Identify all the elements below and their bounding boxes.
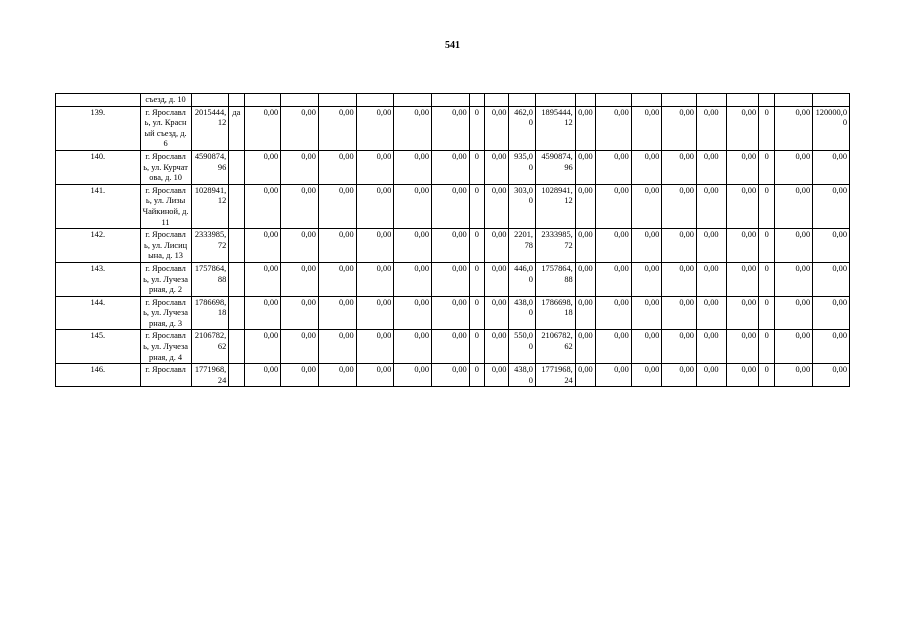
table-row (56, 364, 850, 387)
cell-sum: 1757864,88 (535, 262, 575, 296)
cell-total: 4590874,96 (191, 150, 229, 184)
cell-value: 0,00 (485, 296, 509, 330)
cell-value: 0,00 (485, 150, 509, 184)
cell-value: 0 (469, 364, 484, 387)
cell-value: 0,00 (662, 296, 697, 330)
cell-value: 0,00 (631, 296, 662, 330)
cell-value: 0,00 (281, 330, 319, 364)
cell-num: 145. (56, 330, 141, 364)
cell-value: 0,00 (575, 262, 595, 296)
cell-value: 0,00 (775, 184, 813, 228)
cell-value: 0,00 (244, 184, 281, 228)
cell-value: 0,00 (318, 262, 356, 296)
cell-total: 2333985,72 (191, 229, 229, 263)
cell-value: 0,00 (775, 364, 813, 387)
cell-area: 303,00 (509, 184, 536, 228)
table-row (56, 150, 850, 184)
cell-sum: 1771968,24 (535, 364, 575, 387)
cell-value: 0,00 (281, 262, 319, 296)
cell-value: 0,00 (596, 262, 632, 296)
cell-value: 0,00 (244, 364, 281, 387)
cell-value: 0,00 (631, 364, 662, 387)
cell-area: 935,00 (509, 150, 536, 184)
cell-value: 0,00 (662, 184, 697, 228)
cell-value: 0,00 (244, 296, 281, 330)
cell-address: г. Ярославль, ул. Лисицына, д. 13 (140, 229, 191, 263)
cell-value: 0,00 (775, 296, 813, 330)
cell-value: 0,00 (726, 184, 759, 228)
cell-value: 0,00 (485, 184, 509, 228)
table-row (56, 330, 850, 364)
cell-value: 0,00 (662, 330, 697, 364)
cell-total: 1757864,88 (191, 262, 229, 296)
table-row (56, 296, 850, 330)
cell-value: 0,00 (281, 229, 319, 263)
cell-value: 0,00 (281, 184, 319, 228)
cell-value: 0,00 (775, 150, 813, 184)
cell-value: 0 (759, 150, 775, 184)
cell-value: 0,00 (575, 184, 595, 228)
cell-value: 0,00 (356, 150, 394, 184)
cell-value: 0,00 (775, 330, 813, 364)
cell-value: 0,00 (432, 150, 470, 184)
cell-value: 0,00 (485, 330, 509, 364)
cell-value: 0,00 (726, 296, 759, 330)
cell-num: 141. (56, 184, 141, 228)
cell-value: 0,00 (596, 330, 632, 364)
cell-num: 146. (56, 364, 141, 387)
table-row (56, 262, 850, 296)
table-row (56, 229, 850, 263)
cell-area: 446,00 (509, 262, 536, 296)
cell-value: 0,00 (596, 184, 632, 228)
page-number: 541 (445, 40, 460, 51)
cell-value: 0,00 (631, 150, 662, 184)
cell-value: 0 (759, 106, 775, 150)
cell-value: 0,00 (575, 229, 595, 263)
cell-value: 0,00 (485, 364, 509, 387)
cell-address: г. Ярославль, ул. Лучезарная, д. 4 (140, 330, 191, 364)
cell-total: 1028941,12 (191, 184, 229, 228)
cell-value: 0,00 (394, 364, 432, 387)
cell-value: 0,00 (394, 262, 432, 296)
table-row-partial (56, 94, 850, 107)
cell-total: 2106782,62 (191, 330, 229, 364)
cell-value: 0,00 (775, 106, 813, 150)
cell-value: 0,00 (631, 229, 662, 263)
cell-value: 0,00 (631, 184, 662, 228)
cell-address: г. Ярославль, ул. Красный съезд, д. 6 (140, 106, 191, 150)
cell-sum: 1786698,18 (535, 296, 575, 330)
cell-value: 0,00 (696, 364, 726, 387)
cell-total: 1771968,24 (191, 364, 229, 387)
cell-value: 0,00 (662, 262, 697, 296)
cell-value: 0,00 (575, 106, 595, 150)
cell-value: 0,00 (596, 106, 632, 150)
cell-flag (229, 262, 244, 296)
cell-num: 140. (56, 150, 141, 184)
cell-value: 0,00 (432, 330, 470, 364)
cell-flag (229, 330, 244, 364)
cell-value: 0,00 (575, 296, 595, 330)
cell-flag (229, 296, 244, 330)
cell-value: 0,00 (318, 229, 356, 263)
cell-value: 0,00 (485, 106, 509, 150)
cell-num: 143. (56, 262, 141, 296)
cell-value: 0,00 (318, 106, 356, 150)
cell-last: 120000,00 (813, 106, 850, 150)
cell-flag (229, 150, 244, 184)
cell-value: 0,00 (775, 229, 813, 263)
cell-address: г. Ярославль, ул. Курчатова, д. 10 (140, 150, 191, 184)
cell-value: 0,00 (318, 364, 356, 387)
cell-value: 0,00 (394, 106, 432, 150)
cell-value: 0,00 (726, 330, 759, 364)
cell-value: 0,00 (244, 150, 281, 184)
cell-value: 0,00 (281, 296, 319, 330)
cell-value: 0,00 (696, 150, 726, 184)
cell-value: 0,00 (726, 150, 759, 184)
cell-value: 0,00 (356, 330, 394, 364)
cell-value: 0,00 (631, 330, 662, 364)
cell-last: 0,00 (813, 296, 850, 330)
cell-value: 0,00 (662, 229, 697, 263)
cell-last: 0,00 (813, 262, 850, 296)
cell-last: 0,00 (813, 150, 850, 184)
cell-num: 142. (56, 229, 141, 263)
cell-value: 0,00 (696, 229, 726, 263)
cell-value: 0,00 (394, 184, 432, 228)
cell-value: 0 (469, 106, 484, 150)
cell-address: г. Ярославль, ул. Лизы Чайкиной, д. 11 (140, 184, 191, 228)
cell-area: 438,00 (509, 364, 536, 387)
cell-value: 0,00 (726, 229, 759, 263)
cell-value: 0,00 (356, 106, 394, 150)
cell-address: г. Ярославль, ул. Лучезарная, д. 2 (140, 262, 191, 296)
cell-total: 1786698,18 (191, 296, 229, 330)
cell-sum: 2333985,72 (535, 229, 575, 263)
cell-value: 0,00 (432, 262, 470, 296)
cell-value: 0 (759, 364, 775, 387)
cell-area: 2201,78 (509, 229, 536, 263)
cell-value: 0 (469, 184, 484, 228)
cell-value: 0,00 (432, 364, 470, 387)
cell-value: 0,00 (356, 184, 394, 228)
cell-total: 2015444,12 (191, 106, 229, 150)
cell-value: 0,00 (696, 296, 726, 330)
cell-flag: да (229, 106, 244, 150)
cell-value: 0,00 (485, 262, 509, 296)
cell-value: 0,00 (662, 150, 697, 184)
cell-value: 0,00 (394, 330, 432, 364)
cell-value: 0,00 (726, 106, 759, 150)
cell-value: 0,00 (244, 229, 281, 263)
cell-value: 0,00 (281, 150, 319, 184)
cell-last: 0,00 (813, 184, 850, 228)
cell-address: г. Ярославл (140, 364, 191, 387)
cell-value: 0,00 (696, 262, 726, 296)
cell-value: 0,00 (356, 296, 394, 330)
cell-value: 0 (759, 296, 775, 330)
cell-value: 0 (759, 330, 775, 364)
cell-value: 0,00 (631, 106, 662, 150)
cell-num: 144. (56, 296, 141, 330)
cell-area: 550,00 (509, 330, 536, 364)
cell-area: 438,00 (509, 296, 536, 330)
cell-sum: 1028941,12 (535, 184, 575, 228)
register-table (55, 93, 850, 387)
cell-value: 0,00 (244, 106, 281, 150)
cell-value: 0,00 (596, 364, 632, 387)
cell-value: 0 (469, 150, 484, 184)
cell-value: 0,00 (575, 150, 595, 184)
cell-last: 0,00 (813, 364, 850, 387)
cell-value: 0 (469, 229, 484, 263)
cell-value: 0,00 (394, 296, 432, 330)
cell-num: 139. (56, 106, 141, 150)
cell-value: 0,00 (432, 184, 470, 228)
cell-value: 0,00 (356, 229, 394, 263)
cell-address: съезд, д. 10 (140, 94, 191, 107)
cell-value: 0 (759, 262, 775, 296)
table-row (56, 184, 850, 228)
cell-value: 0,00 (596, 229, 632, 263)
cell-flag (229, 229, 244, 263)
cell-value: 0 (759, 229, 775, 263)
cell-value: 0 (469, 296, 484, 330)
cell-value: 0,00 (244, 262, 281, 296)
cell-flag (229, 184, 244, 228)
cell-last: 0,00 (813, 330, 850, 364)
cell-value: 0 (759, 184, 775, 228)
cell-value: 0 (469, 330, 484, 364)
cell-value: 0,00 (485, 229, 509, 263)
cell-value: 0,00 (596, 296, 632, 330)
cell-last: 0,00 (813, 229, 850, 263)
cell-value: 0,00 (244, 330, 281, 364)
cell-value: 0,00 (726, 262, 759, 296)
cell-value: 0,00 (631, 262, 662, 296)
cell-value: 0,00 (394, 229, 432, 263)
cell-value: 0,00 (575, 330, 595, 364)
cell-value: 0,00 (662, 364, 697, 387)
cell-value: 0,00 (662, 106, 697, 150)
cell-value: 0,00 (432, 229, 470, 263)
table-row (56, 106, 850, 150)
cell-sum: 4590874,96 (535, 150, 575, 184)
cell-sum: 2106782,62 (535, 330, 575, 364)
cell-value: 0,00 (318, 330, 356, 364)
cell-value: 0,00 (696, 184, 726, 228)
cell-value: 0,00 (575, 364, 595, 387)
cell-value: 0,00 (281, 106, 319, 150)
cell-value: 0,00 (356, 262, 394, 296)
cell-value: 0,00 (775, 262, 813, 296)
cell-value: 0,00 (394, 150, 432, 184)
cell-sum: 1895444,12 (535, 106, 575, 150)
cell-value: 0,00 (596, 150, 632, 184)
cell-area: 462,00 (509, 106, 536, 150)
cell-value: 0,00 (432, 296, 470, 330)
cell-value: 0,00 (318, 184, 356, 228)
cell-address: г. Ярославль, ул. Лучезарная, д. 3 (140, 296, 191, 330)
cell-value: 0,00 (432, 106, 470, 150)
cell-value: 0,00 (318, 150, 356, 184)
cell-value: 0,00 (356, 364, 394, 387)
cell-value: 0,00 (696, 106, 726, 150)
cell-value: 0,00 (726, 364, 759, 387)
cell-value: 0 (469, 262, 484, 296)
cell-flag (229, 364, 244, 387)
cell-value: 0,00 (318, 296, 356, 330)
cell-value: 0,00 (696, 330, 726, 364)
cell-value: 0,00 (281, 364, 319, 387)
